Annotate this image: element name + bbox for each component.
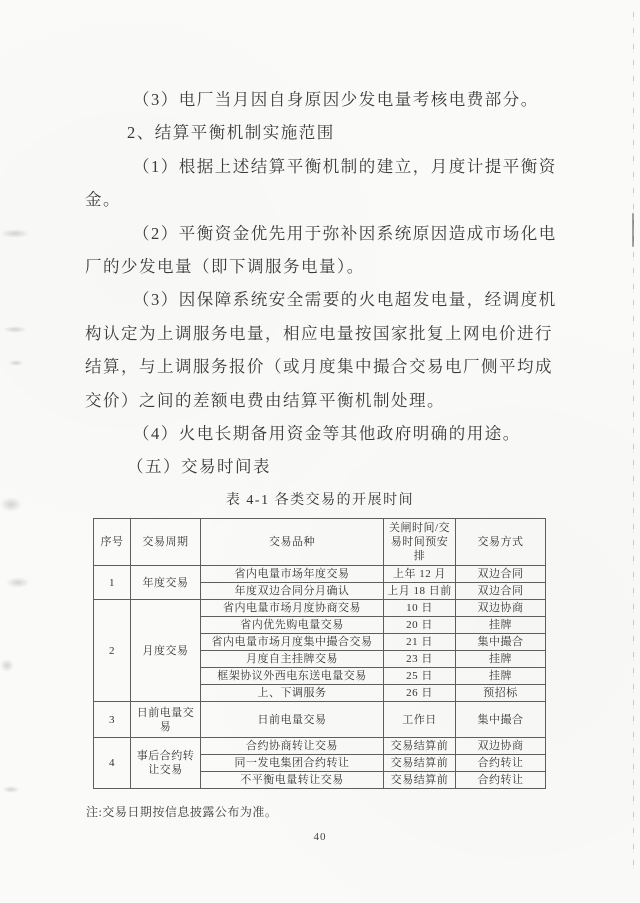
page-number: 40	[313, 831, 327, 843]
cell-trade-period: 日前电量交易	[131, 702, 201, 738]
cell-gate-time: 23 日	[384, 651, 456, 668]
text-line: 交价）之间的差额电费由结算平衡机制处理。	[85, 390, 445, 410]
scan-artifact	[0, 659, 14, 672]
text-line: 结算，与上调服务报价（或月度集中撮合交易电厂侧平均成	[85, 357, 553, 377]
scan-artifact	[2, 786, 20, 793]
text-line: （3）电厂当月因自身原因少发电量考核电费部分。	[133, 90, 539, 109]
scan-edge-line	[633, 12, 634, 870]
cell-sequence-number: 2	[94, 600, 131, 702]
text-line: 构认定为上调服务电量，相应电量按国家批复上网电价进行	[85, 323, 553, 343]
cell-trade-mode: 预招标	[456, 685, 546, 702]
cell-trade-product: 框架协议外西电东送电量交易	[201, 668, 384, 685]
cell-trade-product: 年度双边合同分月确认	[201, 583, 384, 600]
scan-artifact	[0, 229, 30, 238]
scan-edge-mark	[632, 213, 634, 247]
column-header: 交易周期	[131, 519, 201, 566]
text-line: （3）因保障系统安全需要的火电超发电量，经调度机	[133, 290, 557, 310]
scan-artifact	[8, 360, 24, 366]
cell-trade-product: 上、下调服务	[201, 685, 384, 702]
cell-gate-time: 20 日	[384, 617, 456, 634]
cell-trade-product: 省内优先购电量交易	[201, 617, 384, 634]
scan-artifact	[0, 497, 22, 512]
cell-trade-mode: 合约转让	[456, 772, 546, 789]
table-row	[94, 738, 546, 755]
cell-trade-mode: 双边合同	[456, 583, 546, 600]
scan-artifact	[3, 326, 27, 333]
column-header: 交易方式	[456, 519, 546, 566]
cell-trade-product: 不平衡电量转让交易	[201, 772, 384, 789]
body-text	[85, 83, 575, 484]
column-header: 交易品种	[201, 519, 384, 566]
cell-trade-product: 省内电量市场月度协商交易	[201, 600, 384, 617]
table-note: 注:交易日期按信息披露公布为准。	[86, 805, 278, 819]
cell-trade-period: 月度交易	[131, 600, 201, 702]
cell-trade-mode: 双边合同	[456, 566, 546, 583]
cell-trade-mode: 挂牌	[456, 668, 546, 685]
text-line: 金。	[85, 190, 121, 210]
text-line: 2、结算平衡机制实施范围	[127, 123, 335, 143]
cell-trade-mode: 挂牌	[456, 651, 546, 668]
cell-gate-time: 26 日	[384, 685, 456, 702]
cell-trade-product: 省内电量市场月度集中撮合交易	[201, 634, 384, 651]
text-line: 厂的少发电量（即下调服务电量）。	[85, 256, 365, 276]
cell-trade-mode: 集中撮合	[456, 702, 546, 738]
cell-gate-time: 10 日	[384, 600, 456, 617]
cell-trade-product: 同一发电集团合约转让	[201, 755, 384, 772]
cell-trade-mode: 双边协商	[456, 600, 546, 617]
cell-gate-time: 上年 12 月	[384, 566, 456, 583]
transaction-schedule-table	[93, 518, 546, 789]
cell-gate-time: 交易结算前	[384, 738, 456, 755]
cell-trade-product: 月度自主挂牌交易	[201, 651, 384, 668]
text-line: （4）火电长期备用资金等其他政府明确的用途。	[133, 423, 521, 443]
column-header: 序号	[94, 519, 131, 566]
column-header: 关闸时间/交易时间预安排	[384, 519, 456, 566]
cell-sequence-number: 4	[94, 738, 131, 789]
cell-trade-period: 年度交易	[131, 566, 201, 600]
cell-trade-mode: 双边协商	[456, 738, 546, 755]
cell-trade-period: 事后合约转让交易	[131, 738, 201, 789]
cell-trade-mode: 挂牌	[456, 617, 546, 634]
cell-gate-time: 交易结算前	[384, 772, 456, 789]
cell-gate-time: 21 日	[384, 634, 456, 651]
cell-gate-time: 25 日	[384, 668, 456, 685]
cell-trade-mode: 合约转让	[456, 755, 546, 772]
text-line: （五）交易时间表	[127, 457, 271, 477]
text-line: （1）根据上述结算平衡机制的建立，月度计提平衡资	[133, 156, 557, 176]
table-row	[94, 566, 546, 583]
cell-trade-product: 日前电量交易	[201, 702, 384, 738]
cell-sequence-number: 3	[94, 702, 131, 738]
scan-artifact	[6, 577, 30, 588]
cell-trade-mode: 集中撮合	[456, 634, 546, 651]
cell-gate-time: 工作日	[384, 702, 456, 738]
cell-sequence-number: 1	[94, 566, 131, 600]
cell-gate-time: 交易结算前	[384, 755, 456, 772]
cell-trade-product: 合约协商转让交易	[201, 738, 384, 755]
table-title: 表 4-1 各类交易的开展时间	[225, 493, 415, 508]
table-row	[94, 600, 546, 617]
cell-trade-product: 省内电量市场年度交易	[201, 566, 384, 583]
table-row	[94, 702, 546, 738]
text-line: （2）平衡资金优先用于弥补因系统原因造成市场化电	[133, 223, 557, 243]
cell-gate-time: 上月 18 日前	[384, 583, 456, 600]
